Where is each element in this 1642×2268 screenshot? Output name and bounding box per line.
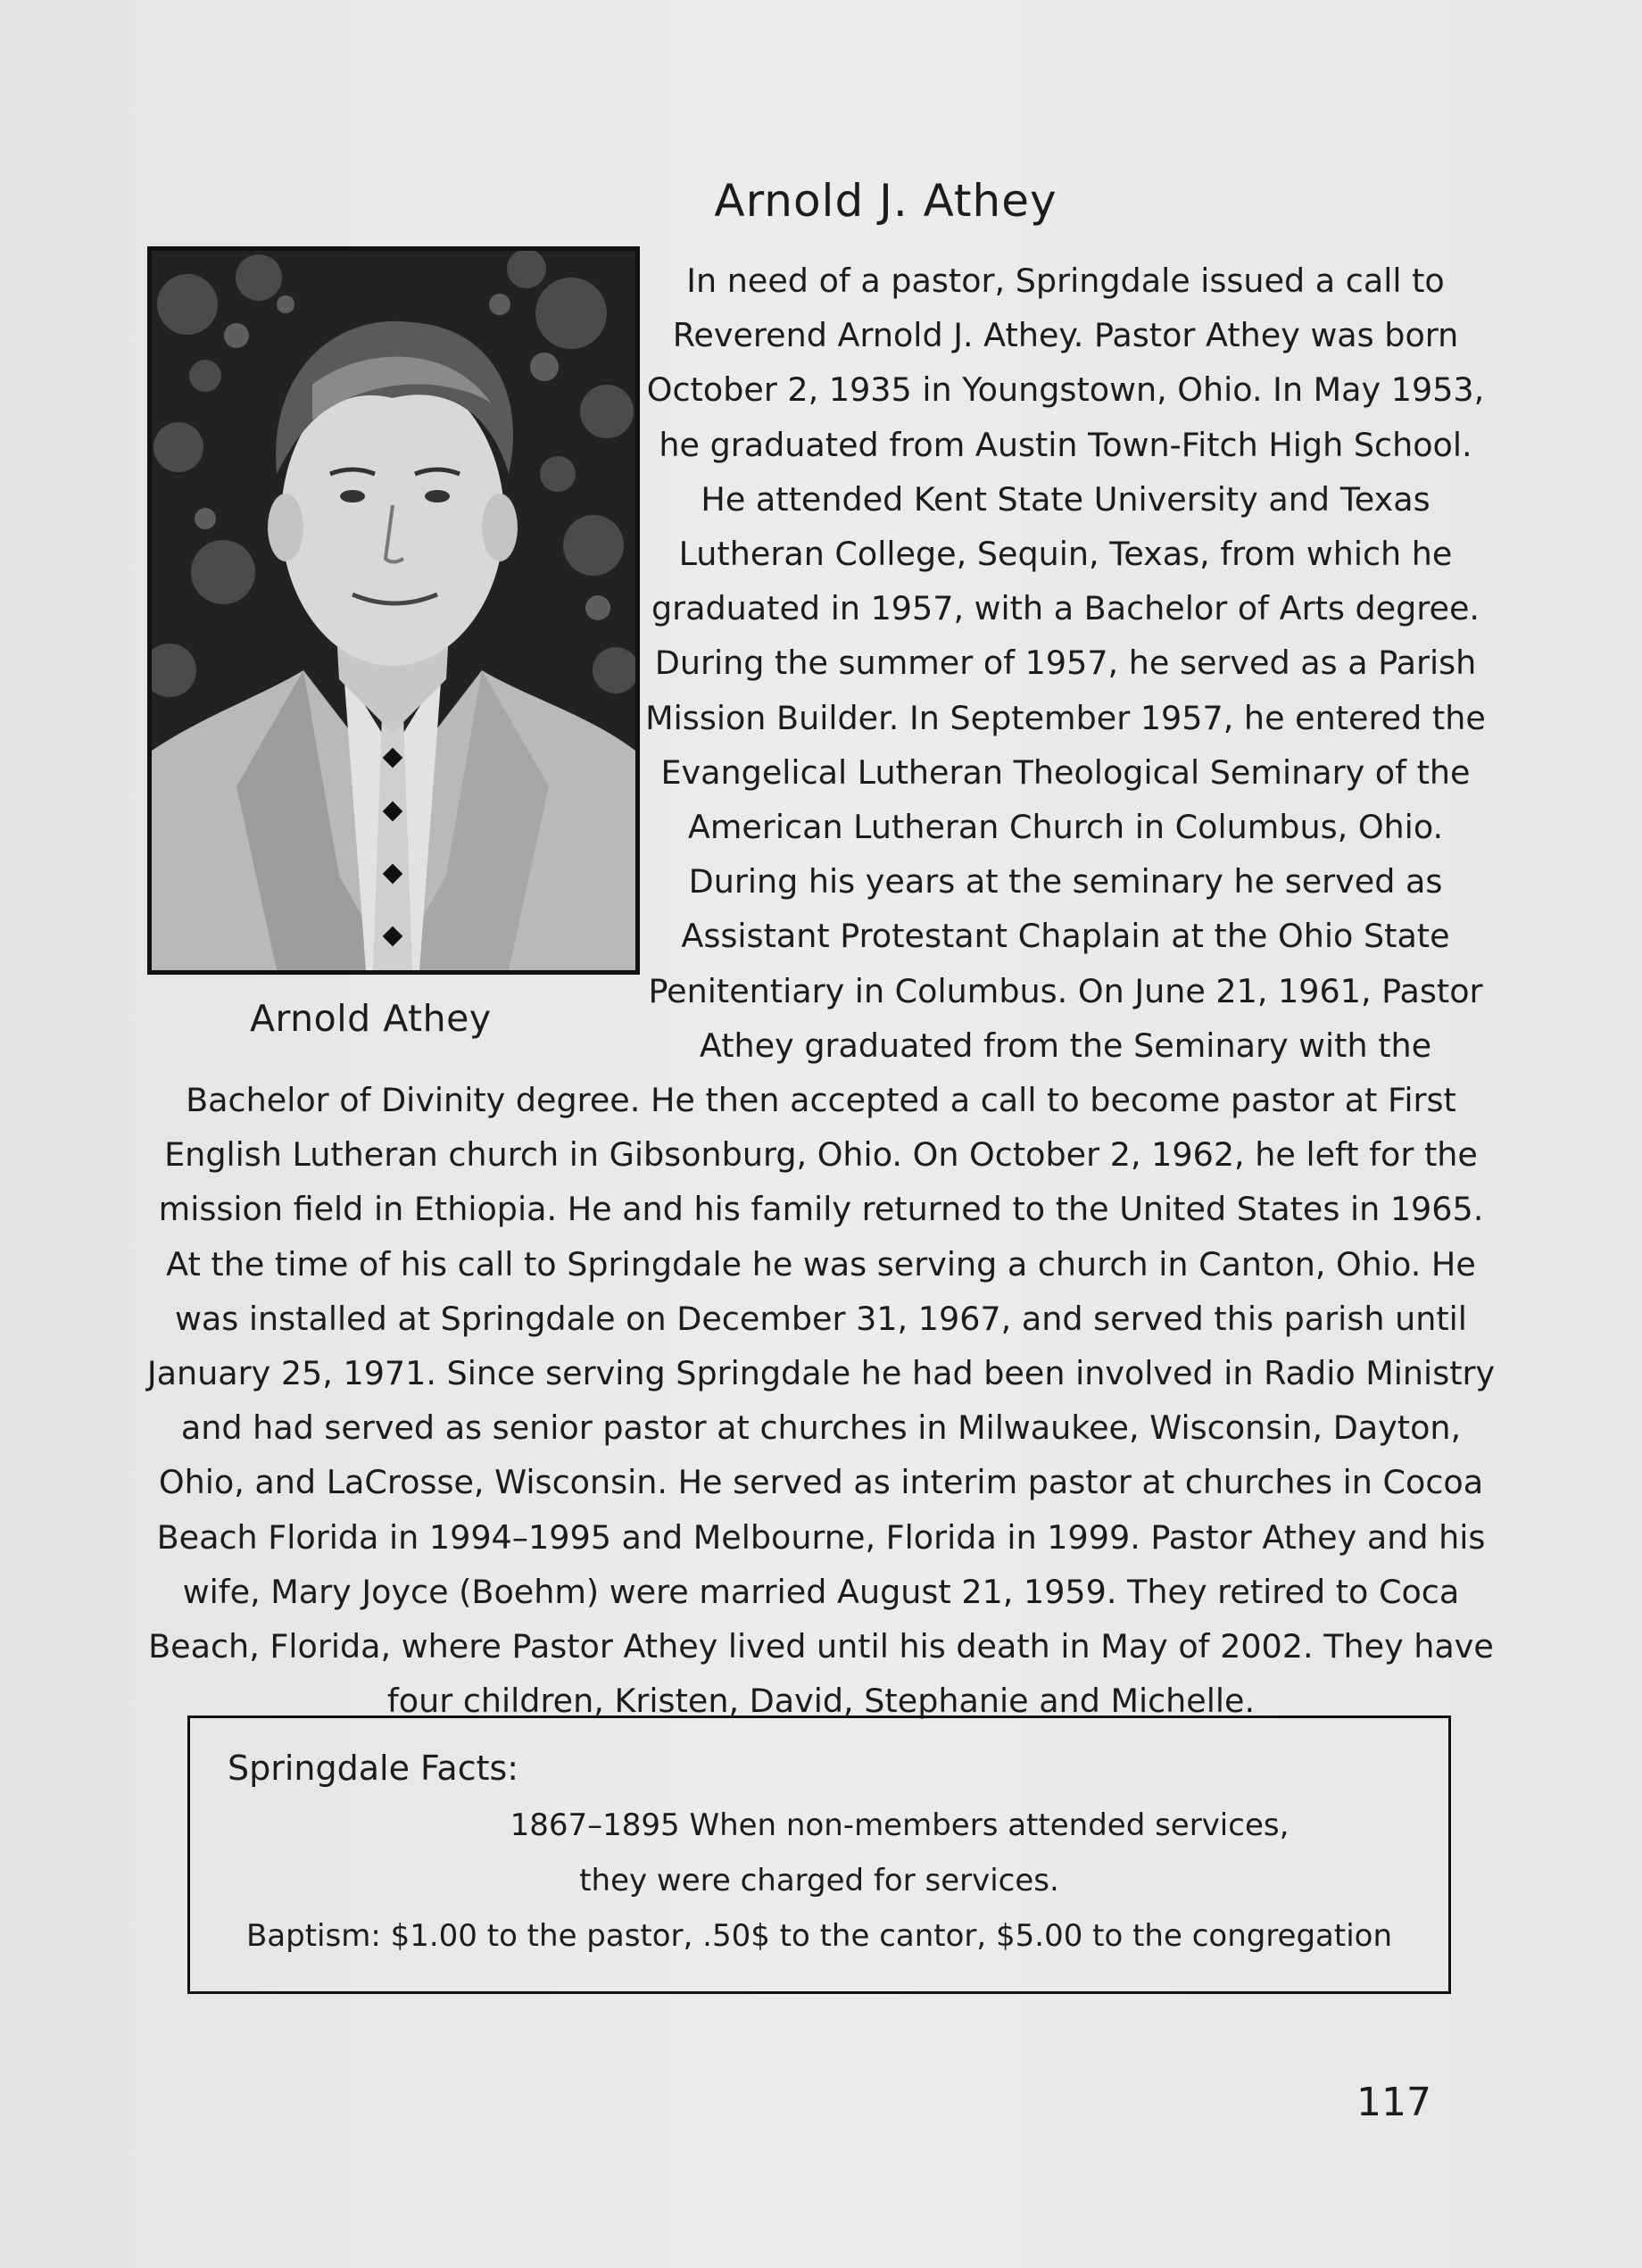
facts-title: Springdale Facts: [228,1749,519,1788]
facts-line-3: Baptism: $1.00 to the pastor, .50$ to the cantor, $5.00 to the congregation [245,1918,1393,1954]
biography-paragraph: In need of a pastor, Springdale issued a call to Reverend Arnold J. Athey. Pastor Athey was born October 2, 1935 in Youngstown, Ohio. In May 1953, he graduated from Austin Town-Fitch High School. He attended Kent State University and Texas Lutheran College, Sequin, Texas, from which he graduated in 1957, with a Bachelor of Arts degree. During the summer of 1957, he served as a Parish Mission Builder. In September 1957, he entered the Evangelical Lutheran Theological Seminary of the American Lutheran Church in Columbus, Ohio. During his years at the seminary he served as Assistant Protestant Chaplain at the Ohio State Penitentiary in Columbus. On June 21, 1961, Pastor Athey graduated from the Seminary with the Bachelor of Divinity degree. He then accepted a call to become pastor at First English Lutheran church in Gibsonburg, Ohio. On October 2, 1962, he left for the mission field in Ethiopia. He and his family returned to the United States in 1965. At the time of his call to Springdale he was serving a church in Canton, Ohio. He was installed at Springdale on December 31, 1967, and served this parish until January 25, 1971. Since serving Springdale he had been involved in Radio Ministry and had served as senior pastor at churches in Milwaukee, Wisconsin, Dayton, Ohio, and LaCrosse, Wisconsin. He served as interim pastor at churches in Cocoa Beach Florida in 1994–1995 and Melbourne, Florida in 1999. Pastor Athey and his wife, Mary Joyce (Boehm) were married August 21, 1959. They retired to Coca Beach, Florida, where Pastor Athey lived until his death in May of 2002. They have four children, Kristen, David, Stephanie and Michelle. [146,262,1496,1721]
photo-caption: Arnold Athey [250,997,492,1040]
page-title: Arnold J. Athey [714,175,1057,227]
page-number: 117 [1356,2080,1431,2125]
facts-line-1: 1867–1895 When non-members attended services, [510,1807,1290,1843]
springdale-facts-box [187,1716,1451,1994]
photo-spacer [143,253,632,1065]
biography-text [143,253,1499,1728]
facts-line-2: they were charged for services. [579,1863,1059,1898]
